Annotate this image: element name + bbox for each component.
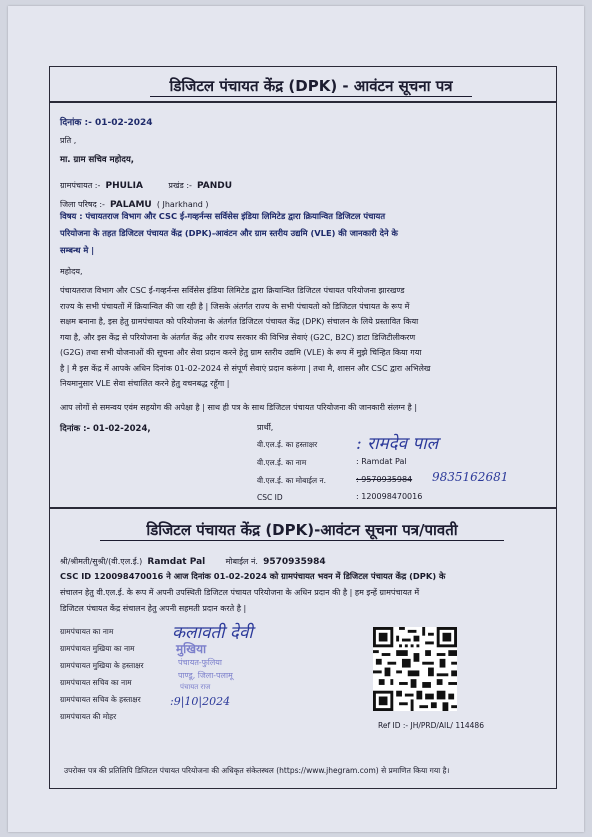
vle-mobile-label: वी.एल.ई. का मोबाईल न.	[257, 476, 327, 485]
field-secretary-name-label: ग्रामपंचायत सचिव का नाम	[60, 678, 132, 687]
stamp-panchayat: पंचायत-फुलिया	[178, 658, 222, 667]
receipt-vle-name: Ramdat Pal	[147, 557, 206, 567]
receipt-para-line-3: डिजिटल पंचायत केंद्र संचालन हेतु अपनी सहमती प्रदान करते है |	[60, 604, 247, 613]
vle-sign-label: वी.एल.ई. का हस्ताक्षर	[257, 440, 318, 449]
body-line: (G2G) तथा सभी योजनाओं की सूचना और सेवा प्रदान करने हेतु ग्राम स्तरीय उद्यमि (VLE) के रूप में मुझे चिन्हित किया गया	[60, 348, 422, 357]
vle-signature: : रामदेव पाल	[356, 434, 439, 454]
stamp-block-district: पाण्डू, जिला-पलामू	[178, 671, 233, 680]
closing-line: आप लोगों से समन्वय एवंम सहयोग की अपेक्षा है | साथ ही पत्र के साथ डिजिटल पंचायत परियोजना की जानकारी संलग्न है |	[60, 403, 418, 412]
body-line: राज्य के सभी पंचायतों में क्रियान्वित की जा रही है | जिसके अंतर्गत राज्य के सभी पंचायतो को डिजिटल पंचायत के रूप में	[60, 301, 410, 311]
field-mukhiya-sign-label: ग्रामपंचायत मुखिया के हस्ताक्षर	[60, 661, 144, 670]
vle-mobile-handwritten: 9835162681	[432, 470, 509, 484]
salutation: महोदय,	[60, 267, 83, 276]
section-divider	[49, 507, 557, 509]
field-seal-label: ग्रामपंचायत की मोहर	[60, 712, 117, 721]
field-gp-name-label: ग्रामपंचायत का नाम	[60, 627, 114, 636]
body-line: गया है, और इस केंद्र से परियोजना के अंतर्गत केंद्र और राज्य सरकार की विभिन्न सेवाएं (G2C, B2C) डाटा डिजिटीलीकरण	[60, 332, 416, 342]
district-line	[60, 192, 209, 211]
handwritten-date: :9|10|2024	[170, 695, 231, 708]
receipt-mobile-label: मोबाईल नं.	[225, 557, 258, 566]
gp-line	[60, 173, 232, 192]
field-mukhiya-name-label: ग्रामपंचायत मुखिया का नाम	[60, 644, 135, 653]
receipt-title-underline	[100, 540, 504, 541]
district-value: PALAMU	[110, 200, 152, 210]
receipt-prefix: श्री/श्रीमती/सुश्री/(वी.एल.ई.)	[60, 557, 143, 566]
csc-label: CSC ID	[257, 493, 283, 502]
letter-title: डिजिटल पंचायत केंद्र (DPK) - आवंटन सूचना पत्र	[169, 77, 453, 95]
ref-id: Ref ID :- JH/PRD/AIL/ 114486	[378, 721, 484, 730]
qr-code-icon	[373, 627, 457, 711]
block-label: प्रखंड :-	[168, 181, 192, 190]
body-paragraph	[60, 283, 430, 392]
subject-line-3: सम्बन्ध मे |	[60, 245, 95, 255]
addressee: मा. ग्राम सचिव महोदय,	[60, 155, 135, 165]
title-divider	[49, 101, 557, 103]
sign-date: दिनांक :- 01-02-2024,	[60, 424, 151, 434]
letter-date: दिनांक :- 01-02-2024	[60, 118, 153, 128]
stamp-mukhiya: मुखिया	[176, 642, 207, 656]
receipt-para-line-1: CSC ID 120098470016 ने आज दिनांक 01-02-2024 को ग्रामपंचायत भवन में डिजिटल पंचायत केंद्र (DPK) के	[60, 571, 446, 581]
vle-name-value: : Ramdat Pal	[356, 457, 407, 466]
subject-line-2: परियोजना के तहत डिजिटल पंचायत केंद्र (DPK)-आवंटन और ग्राम स्तरीय उद्यमि (VLE) की जानकारी देने के	[60, 228, 398, 238]
state-value: ( Jharkhand )	[156, 200, 209, 209]
applicant-heading: प्रार्थी,	[257, 423, 274, 432]
receipt-mobile: 9570935984	[263, 557, 326, 567]
field-secretary-sign-label: ग्रामपंचायत सचिव के हस्ताक्षर	[60, 695, 141, 704]
block-value: PANDU	[197, 181, 233, 191]
body-line: है | मै इस केंद्र में आपके अधिन दिनांक 01-02-2024 से संपूर्ण सेवाएं प्रदान करूंगा | तथा मै, शासन और CSC द्वारा अभिलेख	[60, 363, 431, 373]
vle-name-label: वी.एल.ई. का नाम	[257, 458, 307, 467]
gp-label: ग्रामपंचायत :-	[60, 181, 101, 190]
handwritten-mukhiya-name: कलावती देवी	[172, 623, 253, 643]
receipt-name-line	[60, 549, 326, 568]
stamp-panchayat-raj: पंचायत राज	[180, 683, 211, 691]
vle-mobile-value: : 9570935984	[356, 475, 413, 484]
district-label: जिला परिषद :-	[60, 200, 105, 209]
receipt-title: डिजिटल पंचायत केंद्र (DPK)-आवंटन सूचना पत्र/पावती	[146, 521, 458, 539]
prati: प्रति ,	[60, 136, 77, 145]
footer-note: उपरोक्त पत्र की प्रतिलिपि डिजिटल पंचायत परियोजना की अधिकृत संकेतस्थल (https://www.jhegram.com) से प्रमाणित किया गया है।	[64, 766, 450, 775]
csc-value: : 120098470016	[356, 492, 423, 501]
gp-value: PHULIA	[105, 181, 143, 191]
title-underline	[150, 96, 472, 97]
body-line: सक्षम बनाना है, इस हेतु ग्रामपंचायत को परियोजना के अंतर्गत डिजिटल पंचायत केंद्र (DPK) संचालन के लिये प्रस्तावित किया	[60, 317, 419, 326]
body-line: पंचायतराज विभाग और CSC ई-गव्हर्नन्स सर्विसेस इंडिया लिमिटेड द्वारा क्रियान्वित डिजिटल पंचायत परियोजना झारखण्ड	[60, 286, 405, 295]
receipt-para-line-2: संचालन हेतु वी.एल.ई. के रूप में अपनी उपस्थिती डिजिटल पंचायत परियोजना के अधिन प्रदान की है | हम इन्हें ग्रामपंचायत में	[60, 588, 420, 597]
subject-line-1: विषय : पंचायतराज विभाग और CSC ई-गव्हर्नन्स सर्विसेस इंडिया लिमिटेड द्वारा क्रियान्वित डिजिटल पंचायत	[60, 211, 386, 221]
body-line: नियमानुसार VLE सेवा संचालित करने हेतु वचनबद्ध रहूँगा |	[60, 379, 230, 388]
